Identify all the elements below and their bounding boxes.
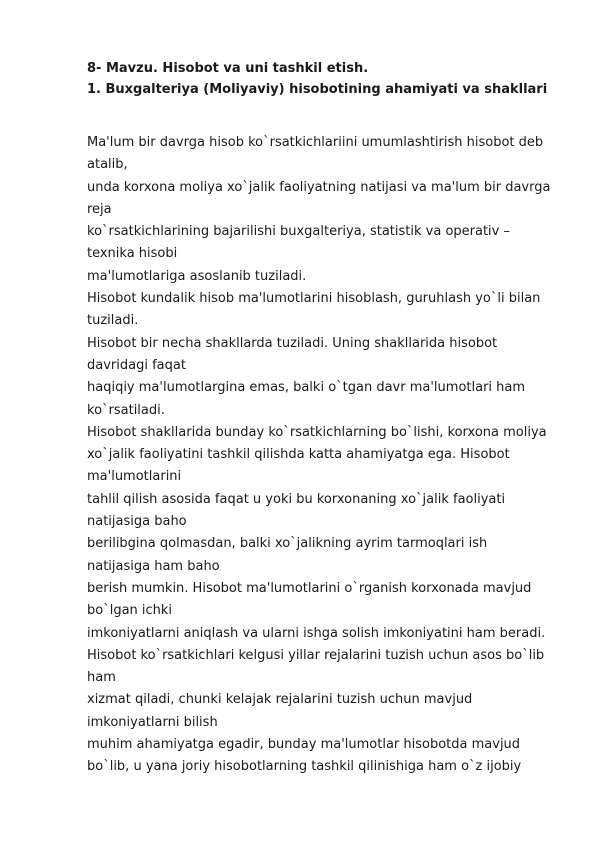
text-line: tuziladi.	[87, 313, 139, 329]
text-line: ham	[87, 670, 116, 686]
text-line: xo`jalik faoliyatini tashkil qilishda katta ahamiyatga ega. Hisobot	[87, 447, 510, 463]
text-line: natijasiga baho	[87, 514, 187, 530]
text-line: ma'lumotlarini	[87, 469, 182, 485]
body-text	[87, 132, 557, 779]
text-line: berish mumkin. Hisobot ma'lumotlarini o`rganish korxonada mavjud	[87, 580, 532, 596]
text-line: ko`rsatiladi.	[87, 402, 165, 418]
text-line: Hisobot kundalik hisob ma'lumotlarini hisoblash, guruhlash yo`li bilan	[87, 291, 541, 307]
section-title: 1. Buxgalteriya (Moliyaviy) hisobotining ahamiyati va shakllari	[87, 82, 548, 97]
document-title: 8- Mavzu. Hisobot va uni tashkil etish.	[87, 61, 369, 76]
text-line: berilibgina qolmasdan, balki xo`jalikning ayrim tarmoqlari ish	[87, 536, 488, 552]
heading-block	[87, 58, 557, 100]
text-line: xizmat qiladi, chunki kelajak rejalarini tuzish uchun mavjud	[87, 692, 473, 708]
text-line: imkoniyatlarni bilish	[87, 714, 218, 730]
text-line: davridagi faqat	[87, 357, 186, 373]
text-line: atalib,	[87, 157, 128, 173]
text-line: bo`lib, u yana joriy hisobotlarning tashkil qilinishiga ham o`z ijobiy	[87, 759, 522, 775]
text-line: unda korxona moliya xo`jalik faoliyatning natijasi va ma'lum bir davrga	[87, 179, 551, 195]
text-line: Ma'lum bir davrga hisob ko`rsatkichlariini umumlashtirish hisobot deb	[87, 135, 544, 150]
text-line: haqiqiy ma'lumotlargina emas, balki o`tgan davr ma'lumotlari ham	[87, 380, 526, 396]
text-line: muhim ahamiyatga egadir, bunday ma'lumotlar hisobotda mavjud	[87, 737, 521, 753]
text-line: natijasiga ham baho	[87, 558, 220, 574]
text-line: Hisobot bir necha shakllarda tuziladi. Uning shakllarida hisobot	[87, 335, 498, 351]
text-line: ma'lumotlariga asoslanib tuziladi.	[87, 268, 307, 284]
text-line: ko`rsatkichlarining bajarilishi buxgalteriya, statistik va operativ –	[87, 224, 510, 240]
text-line: imkoniyatlarni aniqlash va ularni ishga solish imkoniyatini ham beradi.	[87, 625, 546, 641]
text-line: tahlil qilish asosida faqat u yoki bu korxonaning xo`jalik faoliyati	[87, 491, 506, 507]
text-line: Hisobot shakllarida bunday ko`rsatkichlarning bo`lishi, korxona moliya	[87, 424, 547, 440]
text-line: texnika hisobi	[87, 246, 178, 262]
text-line: Hisobot ko`rsatkichlari kelgusi yillar rejalarini tuzish uchun asos bo`lib	[87, 647, 545, 663]
text-line: bo`lgan ichki	[87, 603, 173, 619]
text-line: reja	[87, 201, 112, 217]
